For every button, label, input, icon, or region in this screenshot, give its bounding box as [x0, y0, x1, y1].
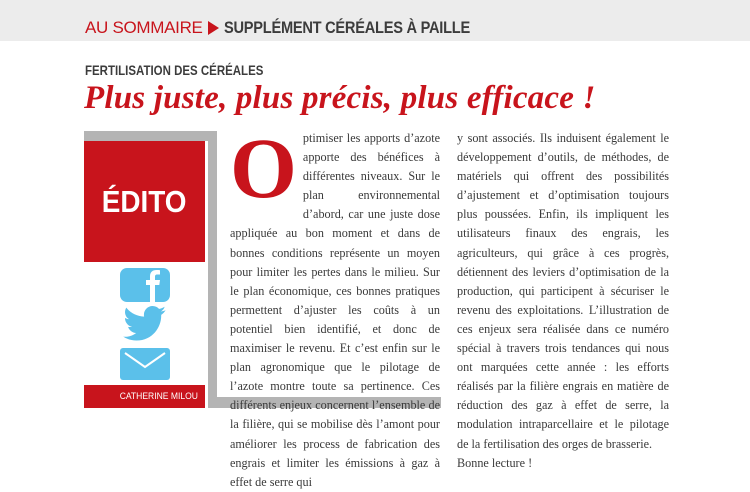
closing-line: Bonne lecture ! — [457, 455, 533, 470]
facebook-icon — [120, 268, 170, 302]
twitter-share-button[interactable] — [84, 306, 205, 342]
drop-cap: O — [230, 120, 297, 216]
article-kicker: FERTILISATION DES CÉRÉALES — [85, 62, 264, 78]
play-arrow-icon — [208, 21, 219, 35]
edito-label-box — [84, 141, 205, 262]
article-column-1 — [230, 120, 440, 492]
breadcrumb — [85, 18, 510, 38]
facebook-share-button[interactable] — [84, 268, 205, 302]
author-name: CATHERINE MILOU — [119, 391, 198, 402]
mail-share-button[interactable] — [84, 348, 205, 380]
frame-border-top — [84, 131, 217, 141]
mail-icon — [120, 348, 170, 380]
column-1-text: ptimiser les apports d’azote apporte des bénéfices à différentes niveaux. Sur le plan environnemental d’abord, car une juste dose appliquée au bon moment et dans de bonnes conditions représente un moyen pour limiter les pertes dans le milieu. Sur le plan économique, ces bonnes pratiques permettent d’ajuster les coûts à un potentiel bien identifié, et donc de maximiser le revenu. Et c’est enfin sur le plan agronomique que le pilotage de l’azote montre toute sa pertinence. Ces différents enjeux concernent l’ensemble de la filière, qui se mobilise dès l’amont pour améliorer les process de fabrication des engrais et limiter les émissions à gaz à effet de serre qui — [230, 131, 440, 489]
edito-label: ÉDITO — [102, 183, 187, 219]
author-bar — [84, 385, 205, 408]
column-2-text: y sont associés. Ils induisent également le développement d’outils, de méthodes, de matériels qui offrent des possibilités d’ajustement et d’optimisation toujours plus poussées. Enfin, ils impliquent les utilisateurs finaux des engrais, les agriculteurs, qui grâce à ces progrès, détiennent des leviers d’optimisation de la production, qui participent à sécuriser le revenu des exploitations. L’illustration de ces enjeux sera réalisée dans ce numéro spécial à travers trois tendances qui nous ont marquées cette année : les efforts réalisés par la filière engrais en matière de réduction des gaz à effet de serre, la modulation intraparcellaire et le pilotage de la fertilisation des orges de brasserie. — [457, 131, 669, 451]
article-column-2 — [457, 129, 669, 473]
breadcrumb-title: SUPPLÉMENT CÉRÉALES À PAILLE — [223, 18, 470, 37]
breadcrumb-section-link[interactable]: AU SOMMAIRE — [85, 18, 203, 37]
article-headline: Plus juste, plus précis, plus efficace ! — [84, 80, 596, 116]
frame-border-right — [208, 131, 217, 408]
twitter-icon — [123, 306, 167, 342]
